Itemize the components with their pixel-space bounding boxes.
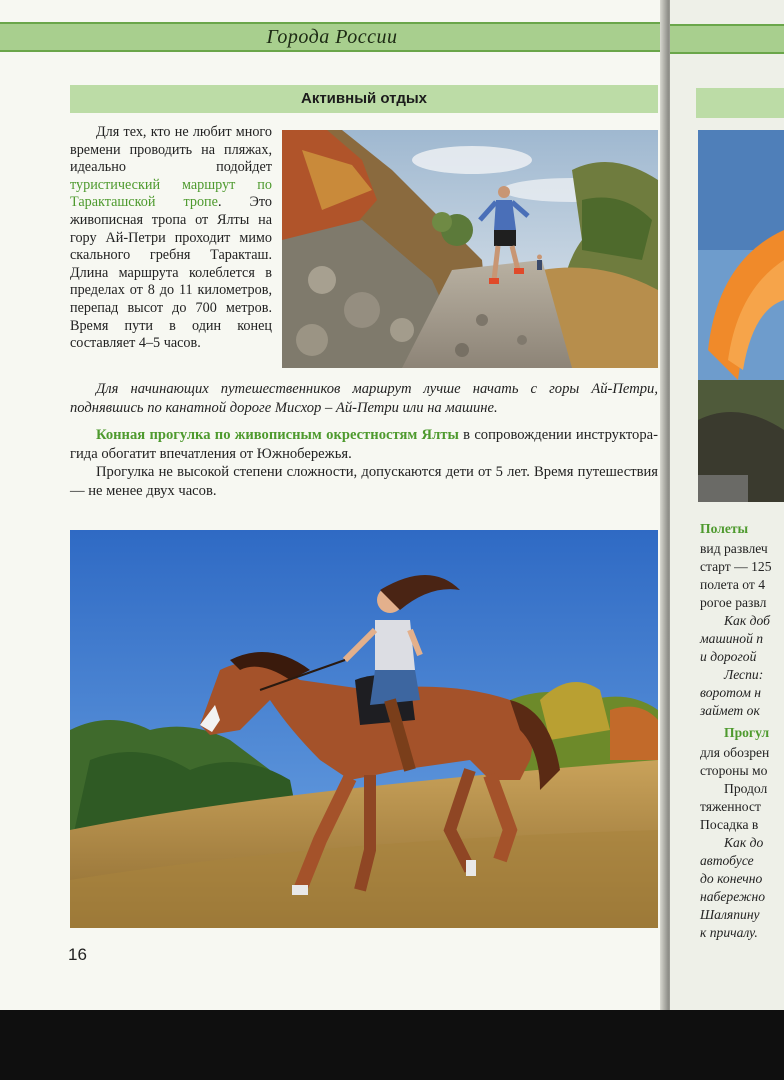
section-title: Активный отдых [301,90,427,107]
right-line: к причалу. [700,925,758,940]
right-line: Как доб [724,613,770,628]
trail-runner-photo [282,130,658,368]
right-line: Прогул [724,725,770,740]
horse-body: в сопровождении инструктора-гида обогатит впечатления от Южнобережья. [70,427,658,462]
scan-background [0,1010,784,1080]
right-line: Полеты [700,521,749,536]
right-line: для обозрен [700,745,770,760]
section-heading-band [70,85,658,113]
right-line: рогое развл [700,595,767,610]
right-line: вид развлеч [700,541,768,556]
horse-paragraph-2: Прогулка не высокой степени сложности, допускаются дети от 5 лет. Время путешествия — не менее двух часов. [70,464,658,499]
horse-paragraph [70,426,658,463]
right-line: Продол [724,781,768,796]
right-line: старт — 125 [700,559,772,574]
running-header: Города России [266,26,398,48]
right-line: Шаляпину [700,907,760,922]
paraglider-illustration [698,130,784,502]
right-line: автобусе [700,853,754,868]
paraglider-photo [698,130,784,502]
horse-rider-illustration [70,530,658,928]
right-line: и дорогой [700,649,757,664]
page-number: 16 [68,945,87,964]
right-section-band [696,88,784,118]
right-line: до конечно [700,871,763,886]
hiking-tip: Для начинающих путешественников маршрут лучше начать с горы Ай-Петри, поднявшись по канатной дороге Мисхор – Ай-Петри или на машине. [70,381,658,416]
right-line: стороны мо [700,763,768,778]
right-line: Посадка в [700,817,759,832]
trail-link[interactable]: туристический маршрут по Таракташской тропе [70,176,272,211]
right-line: Как до [724,835,764,850]
right-line: займет ок [700,703,760,718]
right-line: машиной п [700,631,764,646]
distant-runner [537,255,542,271]
right-line: набережно [700,889,766,904]
header-band [0,22,664,52]
horse-link[interactable]: Конная прогулка по живописным окрестностям Ялты [96,427,459,443]
hiking-paragraph [70,124,272,353]
right-line: воротом н [700,685,762,700]
trail-runner-illustration [282,130,658,368]
right-header-band [670,24,784,54]
right-line: тяженност [700,799,761,814]
horse-riding-photo [70,530,658,928]
right-line: полета от 4 [700,577,766,592]
hiking-body: . Это живописная тропа от Ялты на гору Ай-Петри проходит мимо скального гребня Таракташ. Длина маршрута колеблется в пределах от 8 до 11 километров, перепад высот до 700 метров. Время пути в один конец составляет 4–5 часов. [70,194,272,352]
hiking-intro: Для тех, кто не любит много времени проводить на пляжах, идеально подойдет [70,124,272,176]
right-line: Леспи: [724,667,764,682]
